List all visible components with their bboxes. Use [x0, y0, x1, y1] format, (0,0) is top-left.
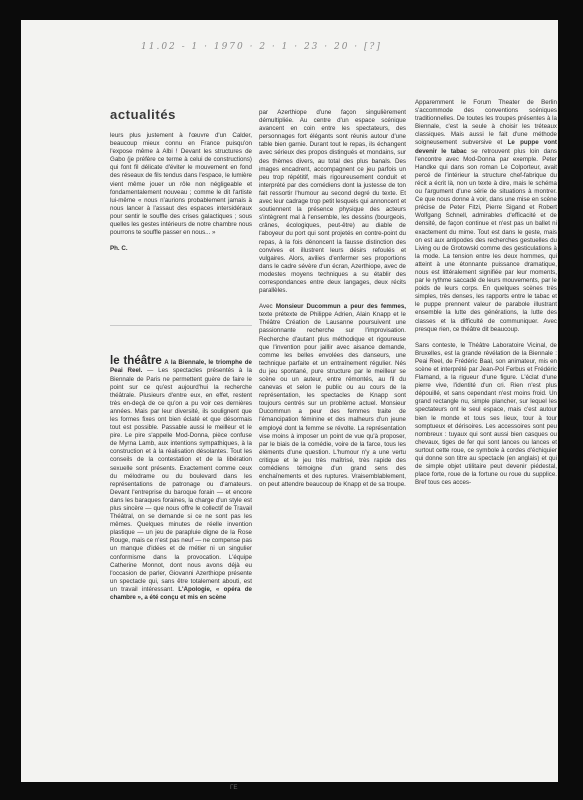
- apologie-text: L'Apologie, « opéra de chambre », a été conçu et mis en scène: [110, 585, 252, 602]
- column-1: [110, 132, 252, 610]
- theatre-body: — Les spectacles présentés à la Biennale de Paris ne permettent guère de faire le point sur ce qu'est aujourd'hui la recherche théâtrale. Plusieurs d'entre eux, en effet, restent très en-deçà de ce qu'on a pu voir ces dernières années. Mais par leur diversité, ils soulignent que les formes fixes ont bien éclaté et que désormais tout est possible. Passable aussi le meilleur et le pire. Le pire s'appelle Mod-Donna, pièce confuse de Myrna Lamb, aux intentions sympathiques, à la construction et à la réalisation désolantes. Tout les conseils de la contestation et de la libération sexuelle sont présents. Exactement comme ceux du mélodrame ou du boulevard dans les représentations de patronage ou d'amateurs. Devant l'entreprise du baroque forain — et encore dans les baraques foraines, la charge d'un style est plus sincère — que nous offre le collectif de Travail Théâtral, on se demande si ce ne sont pas les mêmes. Quelques minutes de réelle invention plastique — un jeu de parapluie digne de la Rose Rouge, mais ce n'est pas neuf — ne compense pas un manque d'idées et de métier ni un singulier conformisme dans la provocation. L'équipe Catherine Monnot, dont nous avons déjà eu l'occasion de parler, Giovanni Azerthiope présente un spectacle qui, sans être totalement abouti, est un travail intéressant.: [110, 367, 252, 593]
- handwritten-note: 11.02 - 1 · 1970 · 2 · 1 · 23 · 20 · [?]: [141, 42, 382, 52]
- section-heading-theatre: le théâtre: [110, 355, 162, 368]
- play-title: Monsieur Ducommun a peur des femmes,: [275, 303, 406, 311]
- column-2-text: texte prétexte de Philippe Adrien, Alain Knapp et le Théâtre Création de Lausanne poursuivent une passionnante recherche sur l'improvisation. Recherche d'autant plus méthodique et rigoureuse que l'invention pour jaillir avec aisance demande, comme les belles envolées des danseurs, une technique parfaite et un entraînement régulier. Nés du jeu spontané, pure structure par le meilleur se scène ou un auteur, entre rémontés, au fil du canevas et selon le public ou au cours de la représentation, les spectacles de Knapp sont toujours centrés sur un problème actuel. Monsieur Ducommun a peur des femmes traite de l'émancipation féminine et des malheurs d'un jeune employé dont la femme se révolte. La représentation vise moins à imposer un point de vue qu'à proposer, par le biais de la comédie, voire de la farce, tous les éléments d'une question. L'humour n'y a une vertu critique et le jeu très maîtrisé, très rapide des comédiens témoigne d'un grand sens des enchaînements et des ruptures. Vraisemblablement, on peut attendre beaucoup de Knapp et de sa troupe.: [259, 311, 406, 489]
- column-2-paragraph-1: par Azerthiope d'une façon singulièrement démultipliée. Au centre d'un espace scénique avancent en coin entre les spectateurs, des personnages fort élégants sont réunis autour d'une table bien garnie. Durant tout le repas, ils échangent avec sérieux des propos distingués et mondains, sur des thèmes divers, au total des plus banals. Des images encadrent, accompagnent ce jeu parfois un peu trop répétitif, mais rigoureusement conduit et interprété par des comédiens dont la justesse de ton fait ressortir l'humour au second degré du texte. Et avec leur cadrage trop petit lesquels qui annoncent et soutiennent la présence physique des acteurs s'intègrent mal à l'ensemble, les dessins (bourgeois, crânes, écologiques, peut-être) au diable de l'aboyeur du port qui sont projetés en contre-point du repas, à la fois dénoncent la fausse distinction des convives et illustrent leurs désirs refoulés et vulgaires. Alors, avilies d'enfermer ses proportions dans le cadre sévère d'un écran, Azerthiope, avec de modestes moyens techniques a su établir des correspondances entre deux langages, deux récits parallèles.: [259, 109, 406, 295]
- section-divider: [110, 325, 252, 326]
- gutter-mark: ΓE: [230, 784, 238, 791]
- actualites-text: leurs plus justement à l'œuvre d'un Calder, beaucoup mieux connu en France puisqu'on l'expose même à Albi ! Devant les structures de Gabo (je préfère ce terme à celui de constructions) qui font fil délicate d'éviter le mouvement en fond des réseaux de fils tendus dans l'espace, le lumière vient même jouer un rôle non négligeable et fondamentalement nouveau ; comme le dit l'artiste lui-même « nous n'aurions probablement jamais à nous lancer à l'assaut des espaces intersidéraux pour sentir le souffle des crises galactiques ; sous quelles les gestes intérieurs de notre chambre nous pourrons te souffle passer en nous... »: [110, 132, 252, 237]
- column-3-text: se retrouvent plus loin dans l'encontre avec Mod-Donna par exemple. Peter Handke qui dans son roman Le Colporteur, avait percé de l'intérieur la structure chef-fabrique du récit a écrit là, non un texte à dire, mais le schéma ou l'argument d'une série de situations à montrer. Ce que nous donne à voir, dans une mise en scène précise de Peter Fitzi, Pierre Sigand et Robert Wolfgang Schnell, admirables d'efficacité et de densité, de façon continue et n'est pas un ballet ni exactement du mime. Tout est dans le geste, mais on est aux antipodes des recherches gestuelles du Living ou de Grotowski comme des gesticulations à la mode. La tension entre les deux hommes, qui atteint à une étonnante puissance dramatique, nous est littéralement signifiée par leur moments, par le rythme saccadé de leurs mouvements, par le poids de leurs corps. En quelques scènes très simples, très denses, les rapports entre le tabac et le puppe prennent valeur de parabole illustrant ensemble la lutte des générations, la lutte des classes et la difficulté de communiquer. Avec presque rien, ce théâtre dit beaucoup.: [415, 147, 557, 333]
- column-3-lead: Apparemment le Forum Theater de Berlin s'accommode des conventions scéniques traditionnelles. De toutes les troupes présentes à la Biennale, c'est la seule à choisir les tréteaux classiques. Mais aussi le fait d'une méthode soigneusement subversive et: [415, 99, 557, 147]
- column-3-paragraph-1: [415, 99, 557, 334]
- play-title-2: Le puppe vont devenir le tabac: [415, 139, 557, 155]
- section-heading-actualites: actualités: [110, 107, 176, 122]
- column-2: [259, 109, 406, 497]
- scanned-page: [21, 20, 558, 791]
- column-3-paragraph-2: Sans conteste, le Théâtre Laboratoire Vicinal, de Bruxelles, est la grande révélation de la Biennale : Peai Reel, de Frédéric Baal, son animateur, mis en scène et interprété par Jean-Pol Ferbus et Frédéric Flamand, a la rigueur d'une figure. L'éclat d'une pierre vive, l'identité d'un cri. Rien n'est plus dépouillé, et sans cependant n'est moins froid. Un grand rectangle nu, simple plancher, sur lequel les spectateurs ont le seul espace, mais c'est autour bien le monde et tous ses lieux, tour à tour somptueux et dérisoires. Les accessoires sont peu nombreux : tuyaux qui sont aussi bien casques ou chevaux, tiges de fer qui sont lances ou lances et surtout cette roue, ce symbole à cordes d'échiquier qui donne son titre au spectacle (en anglais) et qui de simple objet utilitaire peut devenir piédestal, place forte, roue de la fortune ou roue du supplice. Bref tous ces acces-: [415, 341, 557, 487]
- author-signature: Ph. C.: [110, 245, 128, 253]
- theatre-lede: A la Biennale, le triomphe de Peai Reel.: [110, 359, 252, 375]
- column-3: [415, 99, 557, 495]
- column-2-paragraph-2: [259, 303, 406, 489]
- prefix: Avec: [259, 303, 273, 311]
- theatre-article: [110, 357, 252, 602]
